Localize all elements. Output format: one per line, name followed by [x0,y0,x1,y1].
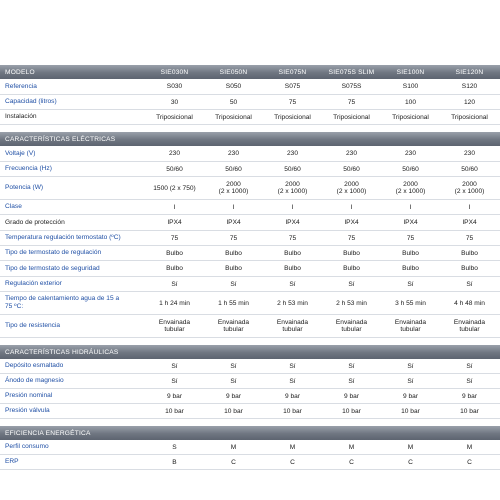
cell: C [290,458,295,466]
row-termostato-seguridad [0,261,500,277]
row-clase [0,200,500,215]
cell: M [348,443,355,451]
cell: S030 [166,83,183,90]
cell: Sí [230,362,237,370]
cell: Sí [407,377,414,385]
cell-line: Envainada [453,319,486,326]
cell: S [172,443,177,451]
cell: IPX4 [226,219,241,226]
cell: Bulbo [461,265,478,272]
cell: 120 [463,98,475,106]
row-label: Tipo de termostato de regulación [5,249,102,256]
model-name: SIE050N [219,68,248,76]
row-label: Presión nominal [5,392,53,399]
cell [263,319,322,333]
cell-line: (2 x 1000) [395,188,426,195]
section-header-electricas [0,132,500,146]
row-termostato-regulacion [0,246,500,261]
cell: C [349,458,354,466]
row-presion-nominal [0,389,500,404]
row-label: Tipo de resistencia [5,322,61,329]
row-label-line: Tiempo de calentamiento agua de 15 a [5,295,120,302]
cell: 75 [465,234,474,242]
row-label: Frecuencia (Hz) [5,165,52,172]
cell: 50/60 [166,165,183,173]
cell: Sí [407,280,414,288]
cell: 10 bar [224,407,243,415]
cell: Sí [230,280,237,288]
cell: 2 h 53 min [336,299,367,307]
models-header-title: MODELO [5,68,35,76]
cell: 230 [168,150,180,157]
cell: 1 h 55 min [218,299,249,307]
cell [381,181,440,195]
cell: 75 [347,98,356,106]
cell: S050 [225,83,242,90]
cell: 50/60 [284,165,301,173]
cell-line: tubular [459,326,480,333]
cell-line: tubular [223,326,244,333]
row-calentamiento [0,292,500,315]
cell-line: Envainada [217,319,250,326]
row-label: Presión válvula [5,407,50,414]
cell [204,181,263,195]
row-voltaje [0,146,500,162]
cell: 75 [288,234,297,242]
cell: Sí [348,362,355,370]
cell: IPX4 [285,219,300,226]
cell-line: (2 x 1000) [454,188,485,195]
cell: Triposicional [451,113,488,121]
cell: IPX4 [462,219,477,226]
cell [440,181,499,195]
row-label: Grado de protección [5,218,65,226]
cell: C [467,458,472,466]
cell: S075 [284,83,301,90]
section-title: CARACTERÍSTICAS HIDRÁULICAS [5,348,119,356]
cell: Sí [289,280,296,288]
cell: Sí [230,377,237,385]
row-instalacion [0,110,500,125]
cell: 1500 (2 x 750) [153,184,196,192]
row-frecuencia [0,162,500,177]
cell [322,181,381,195]
row-perfil-consumo [0,440,500,455]
cell-line: (2 x 1000) [218,188,249,195]
cell: 50/60 [343,165,360,173]
cell: 4 h 48 min [454,299,485,307]
cell-line: tubular [282,326,303,333]
cell: Triposicional [333,113,370,121]
row-label: Referencia [5,82,37,90]
cell: 75 [229,234,238,242]
section-title: EFICIENCIA ENERGÉTICA [5,429,91,437]
cell: 9 bar [166,392,183,400]
row-label [0,295,145,311]
row-label: Potencia (W) [5,184,44,191]
cell: 50/60 [461,165,478,173]
cell: M [289,443,296,451]
section-header-energetica [0,426,500,440]
cell: 9 bar [461,392,478,400]
row-label: Regulación exterior [5,280,62,287]
cell: 100 [404,98,416,106]
cell: Bulbo [166,249,183,257]
cell-line: Envainada [158,319,191,326]
cell: Bulbo [343,249,360,257]
cell: Sí [466,377,473,385]
row-anodo [0,374,500,389]
cell: 30 [170,98,179,106]
cell-line: tubular [400,326,421,333]
cell: 230 [286,150,298,157]
cell [263,181,322,195]
cell: Bulbo [343,265,360,272]
cell: Bulbo [225,265,242,272]
cell: C [408,458,413,466]
cell: 75 [347,234,356,242]
row-presion-valvula [0,404,500,419]
cell: 230 [404,150,416,157]
row-referencia [0,79,500,95]
cell: 1 h 24 min [159,299,190,307]
cell-line: 2000 [226,181,241,188]
cell: Sí [466,280,473,288]
cell: 75 [406,234,415,242]
cell: 9 bar [284,392,301,400]
cell: Sí [289,362,296,370]
cell: 75 [170,234,179,242]
row-label: Voltaje (V) [5,149,36,157]
cell: 10 bar [342,407,361,415]
cell: I [232,203,235,211]
row-deposito [0,359,500,374]
cell [145,319,204,333]
cell: Bulbo [402,249,419,257]
cell: 10 bar [460,407,479,415]
cell: 2 h 53 min [277,299,308,307]
cell: Sí [289,377,296,385]
cell: S075S [341,83,362,90]
model-name: SIE120N [455,68,484,76]
cell: M [407,443,414,451]
cell: Sí [407,362,414,370]
cell-line: tubular [341,326,362,333]
cell-line: Envainada [394,319,427,326]
row-label: Instalación [5,113,37,120]
cell [440,319,499,333]
spec-table [0,65,500,470]
row-temperatura [0,231,500,246]
section-header-hidraulicas [0,345,500,359]
cell: IPX4 [344,219,359,226]
row-label: Tipo de termostato de seguridad [5,264,100,272]
cell: Bulbo [166,265,183,272]
cell: M [230,443,237,451]
cell: 50/60 [402,165,419,173]
row-erp [0,455,500,470]
row-label: ERP [5,458,19,465]
cell-line: 2000 [462,181,477,188]
cell: C [231,458,236,466]
cell [204,319,263,333]
cell: S120 [461,83,478,90]
model-name: SIE075N [278,68,307,76]
cell: 10 bar [401,407,420,415]
cell: I [173,203,176,211]
row-label: Capacidad (litros) [5,98,57,105]
cell-line: 2000 [344,181,359,188]
cell: Sí [348,280,355,288]
cell: Bulbo [284,249,301,257]
cell: 9 bar [402,392,419,400]
model-name: SIE075S SLIM [328,68,375,76]
cell [322,319,381,333]
cell: 75 [288,98,297,106]
cell-line: (2 x 1000) [336,188,367,195]
row-regulacion-exterior [0,277,500,292]
cell: 10 bar [165,407,184,415]
cell: 9 bar [343,392,360,400]
cell-line: 2000 [285,181,300,188]
cell-line: (2 x 1000) [277,188,308,195]
model-name: SIE030N [160,68,189,76]
cell: Triposicional [156,113,193,121]
model-name: SIE100N [396,68,425,76]
cell-line: Envainada [276,319,309,326]
cell: S100 [402,83,419,90]
cell-line: 2000 [403,181,418,188]
cell: 50 [229,98,238,106]
cell: 3 h 55 min [395,299,426,307]
row-label-line: 75 ºC: [5,303,24,310]
cell: Sí [466,362,473,370]
cell: Triposicional [274,113,311,121]
cell: 230 [463,150,475,157]
cell: I [409,203,412,211]
cell: I [291,203,294,211]
cell: Triposicional [215,113,252,121]
cell: Triposicional [392,113,429,121]
cell: Bulbo [284,265,301,272]
cell: Sí [348,377,355,385]
cell-line: tubular [164,326,185,333]
cell [381,319,440,333]
row-label: Depósito esmaltado [5,362,64,369]
cell-line: Envainada [335,319,368,326]
cell: Sí [171,280,178,288]
cell: B [172,458,177,466]
row-label: Perfil consumo [5,443,49,450]
cell: Bulbo [461,249,478,257]
cell: 9 bar [225,392,242,400]
cell: 10 bar [283,407,302,415]
cell: IPX4 [403,219,418,226]
row-potencia [0,177,500,200]
models-header [0,65,500,79]
cell: 230 [345,150,357,157]
cell: I [468,203,471,211]
row-proteccion [0,215,500,231]
cell: Sí [171,377,178,385]
cell: Bulbo [402,265,419,272]
row-label: Ánodo de magnesio [5,377,64,384]
row-resistencia [0,315,500,338]
row-label: Temperatura regulación termostato (ºC) [5,234,121,241]
cell: I [350,203,353,211]
cell: 50/60 [225,165,242,173]
row-capacidad [0,95,500,110]
cell: IPX4 [167,219,182,226]
cell: 230 [227,150,239,157]
cell: Sí [171,362,178,370]
cell: M [466,443,473,451]
row-label: Clase [5,203,22,210]
cell: Bulbo [225,249,242,257]
section-title: CARACTERÍSTICAS ELÉCTRICAS [5,135,116,143]
